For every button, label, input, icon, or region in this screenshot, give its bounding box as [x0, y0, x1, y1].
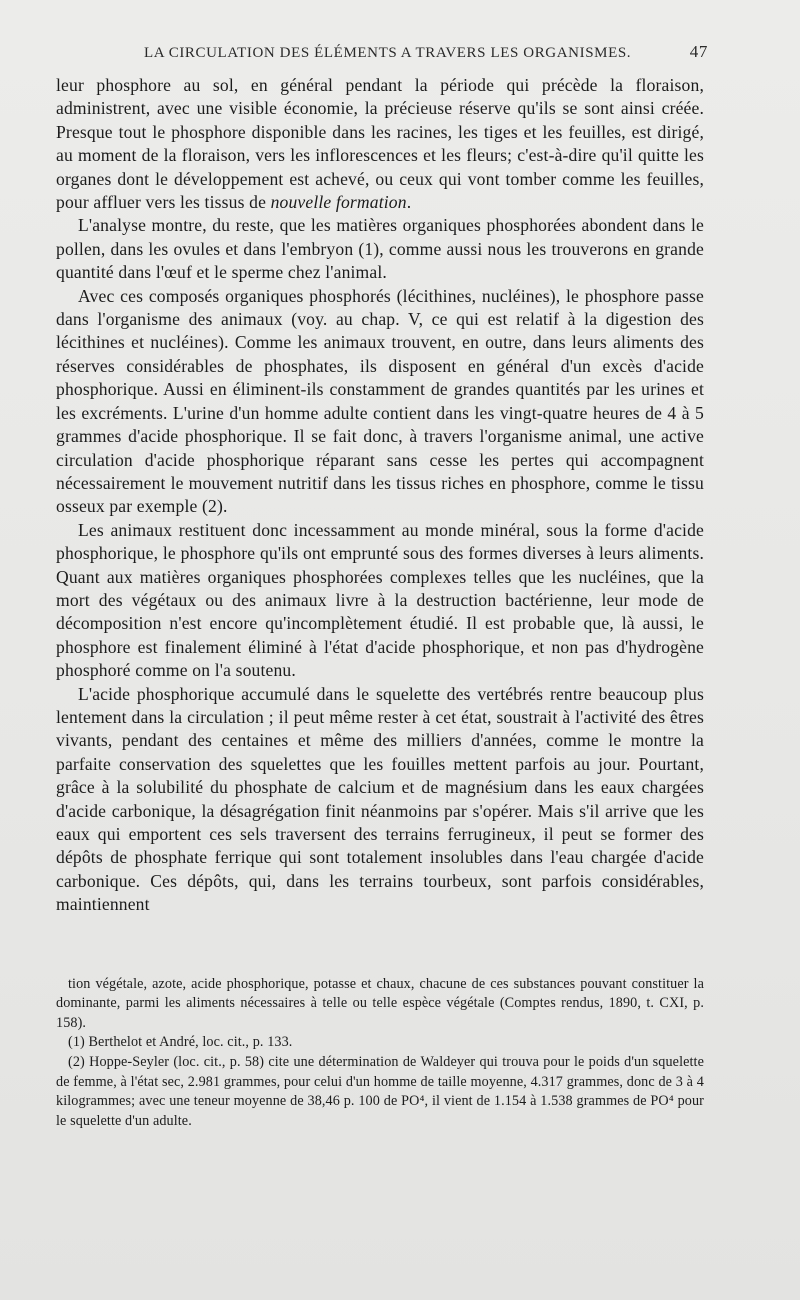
running-title: LA CIRCULATION DES ÉLÉMENTS A TRAVERS LES ORGANISMES. — [144, 45, 632, 61]
footnote-2: (2) Hoppe-Seyler (loc. cit., p. 58) cite une détermination de Waldeyer qui trouva pour le poids d'un squelette de femme, à l'état sec, 2.981 grammes, pour celui d'un homme de taille moyenne, 4.317 grammes, donc de 3 à 4 kilogrammes; avec une teneur moyenne de 38,46 p. 100 de PO⁴, il vient de 1.154 à 1.538 grammes de PO⁴ pour le squelette d'un adulte. — [56, 1054, 704, 1129]
footnote-1: (1) Berthelot et André, loc. cit., p. 133. — [68, 1034, 293, 1051]
paragraph-5: L'acide phosphorique accumulé dans le squelette des vertébrés rentre beaucoup plus lentement dans la circulation ; il peut même rester à cet état, soustrait à l'activité des êtres vivants, pendant des centaines et même des milliers d'années, comme le montre la parfaite conservation des squelettes que les fouilles mettent parfois au jour. Pourtant, grâce à la solubilité du phosphate de calcium et de magnésium dans les eaux chargées d'acide carbonique, la désagrégation finit néanmoins par s'opérer. Mais s'il arrive que les eaux qui emportent ces sels traversent des terrains ferrugineux, il peut se former des dépôts de phosphate ferrique qui sont totalement insolubles dans l'eau chargée d'acide carbonique. Ces dépôts, qui, dans les terrains tourbeux, sont parfois considérables, maintiennent — [56, 683, 704, 915]
paragraph-1 — [56, 74, 704, 214]
paragraph-1-text: leur phosphore au sol, en général pendant la période qui précède la floraison, administrent, avec une visible économie, la précieuse réserve qu'ils se sont ainsi créée. Presque tout le phosphore disponible dans les racines, les tiges et les feuilles, est dirigé, au moment de la floraison, vers les inflorescences et les fleurs; c'est-à-dire qu'il quitte les organes dont le développement est achevé, ou ceux qui vont tomber comme les feuilles, pour affluer vers les tissus de nouvelle formation. — [56, 75, 704, 213]
paragraph-4: Les animaux restituent donc incessamment au monde minéral, sous la forme d'acide phosphorique, le phosphore qu'ils ont emprunté sous des formes diverses à leurs aliments. Quant aux matières organiques phosphorées complexes telles que les nucléines, que la mort des végétaux ou des animaux livre à la destruction bactérienne, leur mode de décomposition n'est encore qu'incomplètement étudié. Il est probable que, là aussi, le phosphore est finalement éliminé à l'état d'acide phosphorique, et non pas d'hydrogène phosphoré comme on l'a soutenu. — [56, 519, 704, 681]
footnote-continuation: tion végétale, azote, acide phosphorique, potasse et chaux, chacune de ces substances pouvant constituer la dominante, parmi les aliments nécessaires à telle ou telle espèce végétale (Comptes rendus, 1890, t. CXI, p. 158). — [56, 975, 704, 1031]
page-header — [144, 42, 708, 62]
page-number: 47 — [689, 42, 708, 61]
paragraph-3: Avec ces composés organiques phosphorés (lécithines, nucléines), le phosphore passe dans l'organisme des animaux (voy. au chap. V, ce qui est relatif à la digestion des lécithines et nucléines). Comme les animaux trouvent, en outre, dans leurs aliments des réserves considérables de phosphates, ils disposent en général d'un excès d'acide phosphorique. Aussi en éliminent-ils constamment de grandes quantités par les urines et les excréments. L'urine d'un homme adulte contient dans les vingt-quatre heures de 4 à 5 grammes d'acide phosphorique. Il se fait donc, à travers l'organisme animal, une active circulation d'acide phosphorique réparant sans cesse les pertes qui accompagnent nécessairement le mouvement nutritif dans les tissus riches en phosphore, comme le tissu osseux par exemple (2). — [56, 285, 704, 517]
italic-phrase: nouvelle formation — [270, 192, 407, 213]
footnotes — [56, 975, 704, 1132]
paragraph-2: L'analyse montre, du reste, que les matières organiques phosphorées abondent dans le pollen, dans les ovules et dans l'embryon (1), comme aussi nous les trouverons en grande quantité dans l'œuf et le sperme chez l'animal. — [56, 215, 704, 283]
main-text — [56, 74, 704, 917]
